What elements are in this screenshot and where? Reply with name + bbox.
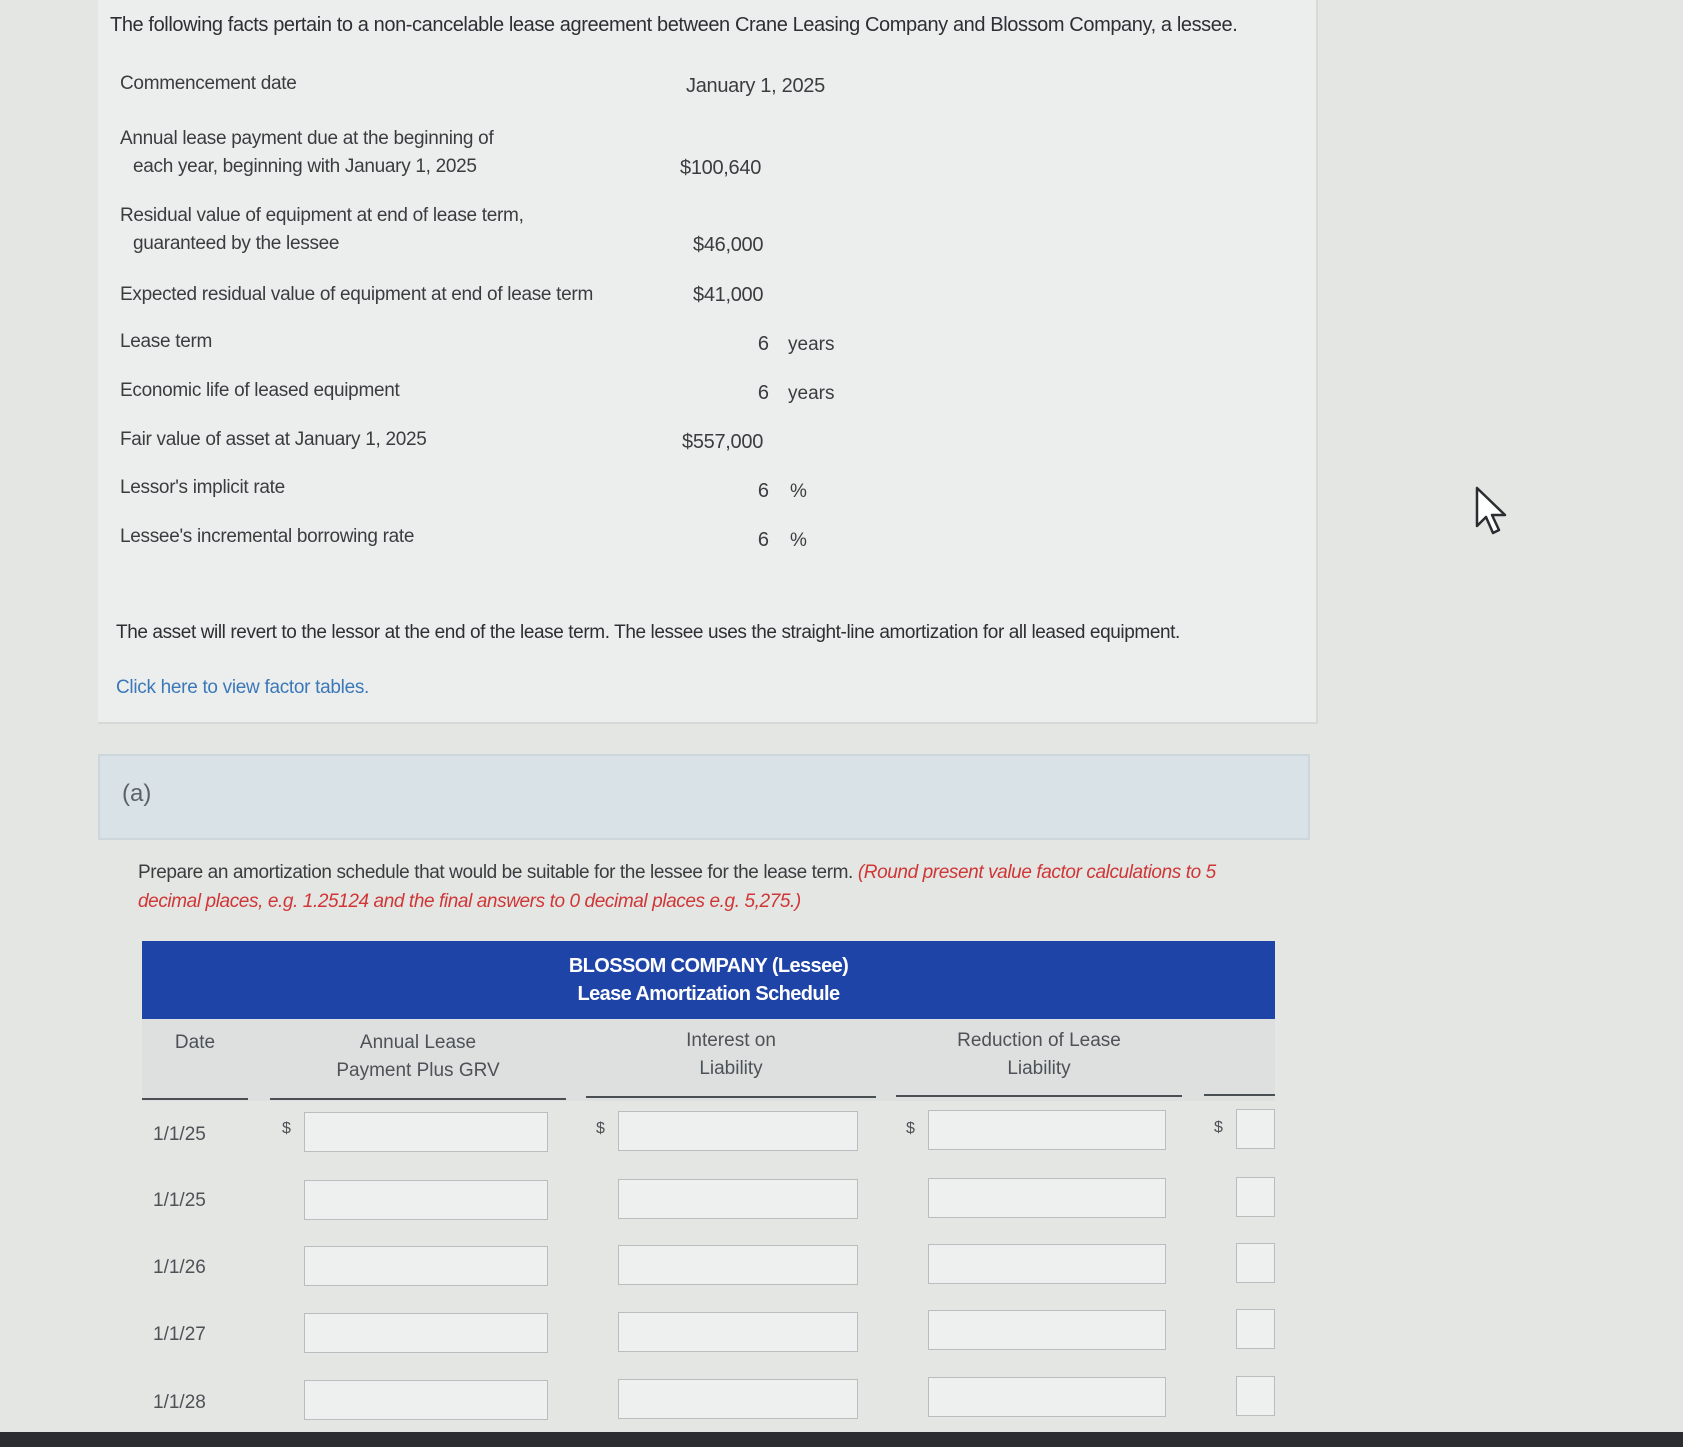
fact-label-annual-payment: Annual lease payment due at the beginning of each year, beginning with January 1, 2025 (120, 128, 494, 177)
col-header-date: Date (174, 1032, 216, 1053)
balance-input[interactable] (1236, 1376, 1275, 1416)
row-date: 1/1/25 (153, 1190, 206, 1211)
fact-label-lessor-rate: Lessor's implicit rate (120, 477, 285, 498)
balance-input[interactable] (1236, 1309, 1275, 1349)
problem-note: The asset will revert to the lessor at the end of the lease term. The lessee uses the straight-line amortization for all leased equipment. (116, 622, 1180, 643)
dollar-sign: $ (906, 1120, 915, 1137)
interest-input[interactable] (618, 1245, 858, 1285)
col-rule-balance (1204, 1094, 1275, 1096)
part-a-instruction: Prepare an amortization schedule that would be suitable for the lessee for the lease term. (Round present value factor calculations to 5 decimal places, e.g. 1.25124 and the final answers to 0 decimal places e.g. 5,275.) (138, 862, 1216, 912)
fact-label-fair-value: Fair value of asset at January 1, 2025 (120, 429, 427, 450)
fact-value-commencement: January 1, 2025 (686, 75, 825, 97)
reduction-input[interactable] (928, 1377, 1166, 1417)
fact-value-lessor-rate: 6 (757, 480, 769, 502)
taskbar (0, 1432, 1683, 1447)
fact-value-lease-term: 6 (757, 333, 769, 355)
row-date: 1/1/25 (153, 1124, 206, 1145)
fact-label-lessee-rate: Lessee's incremental borrowing rate (120, 526, 415, 547)
balance-input[interactable] (1236, 1177, 1275, 1217)
reduction-input[interactable] (928, 1178, 1166, 1218)
problem-intro: The following facts pertain to a non-cancelable lease agreement between Crane Leasing Company and Blossom Company, a lessee. (110, 14, 1238, 36)
schedule-title (142, 941, 1275, 1019)
interest-input[interactable] (618, 1111, 858, 1151)
fact-value-fair-value: $557,000 (682, 431, 764, 453)
col-header-reduction: Reduction of Lease Liability (957, 1030, 1121, 1079)
payment-input[interactable] (304, 1313, 548, 1353)
col-header-interest: Interest on Liability (686, 1030, 776, 1079)
fact-label-commencement: Commencement date (120, 73, 297, 94)
row-date: 1/1/26 (153, 1257, 206, 1278)
payment-input[interactable] (304, 1180, 548, 1220)
fact-unit-lease-term: years (788, 334, 835, 355)
payment-input[interactable] (304, 1380, 548, 1420)
fact-label-lease-term: Lease term (120, 331, 213, 352)
fact-value-guaranteed-residual: $46,000 (693, 234, 764, 256)
row-date: 1/1/27 (153, 1324, 206, 1345)
interest-input[interactable] (618, 1379, 858, 1419)
interest-input[interactable] (618, 1312, 858, 1352)
row-date: 1/1/28 (153, 1392, 206, 1413)
reduction-input[interactable] (928, 1310, 1166, 1350)
fact-value-economic-life: 6 (757, 382, 769, 404)
fact-unit-economic-life: years (788, 383, 835, 404)
reduction-input[interactable] (928, 1244, 1166, 1284)
col-header-annual-payment: Annual Lease Payment Plus GRV (336, 1032, 500, 1081)
part-a-label: (a) (122, 780, 152, 807)
fact-value-lessee-rate: 6 (757, 529, 769, 551)
problem-panel (98, 0, 1318, 724)
fact-label-economic-life: Economic life of leased equipment (120, 380, 400, 401)
reduction-input[interactable] (928, 1110, 1166, 1150)
payment-input[interactable] (304, 1112, 548, 1152)
interest-input[interactable] (618, 1179, 858, 1219)
mouse-cursor-icon (1475, 486, 1509, 536)
fact-unit-lessor-rate: % (790, 481, 807, 502)
fact-label-guaranteed-residual: Residual value of equipment at end of lease term, guaranteed by the lessee (120, 205, 524, 254)
col-rule-reduction (896, 1095, 1182, 1097)
schedule-company: BLOSSOM COMPANY (Lessee) (568, 955, 849, 977)
part-a-header (98, 754, 1310, 840)
fact-value-expected-residual: $41,000 (693, 284, 764, 306)
fact-value-annual-payment: $100,640 (680, 157, 762, 179)
balance-input[interactable] (1236, 1109, 1275, 1149)
schedule-name: Lease Amortization Schedule (577, 983, 840, 1005)
col-rule-date (142, 1098, 248, 1100)
balance-input[interactable] (1236, 1243, 1275, 1283)
col-rule-interest (586, 1096, 876, 1098)
fact-label-expected-residual: Expected residual value of equipment at end of lease term (120, 284, 593, 305)
rounding-instruction: (Round present value factor calculations to 5 decimal places, e.g. 1.25124 and the final answers to 0 decimal places e.g. 5,275.) (138, 862, 1216, 912)
dollar-sign: $ (596, 1120, 605, 1137)
dollar-sign: $ (282, 1120, 291, 1137)
fact-unit-lessee-rate: % (790, 530, 807, 551)
factor-tables-link[interactable]: Click here to view factor tables. (116, 677, 370, 698)
payment-input[interactable] (304, 1246, 548, 1286)
col-rule-annual-payment (270, 1098, 566, 1100)
dollar-sign: $ (1214, 1119, 1223, 1136)
